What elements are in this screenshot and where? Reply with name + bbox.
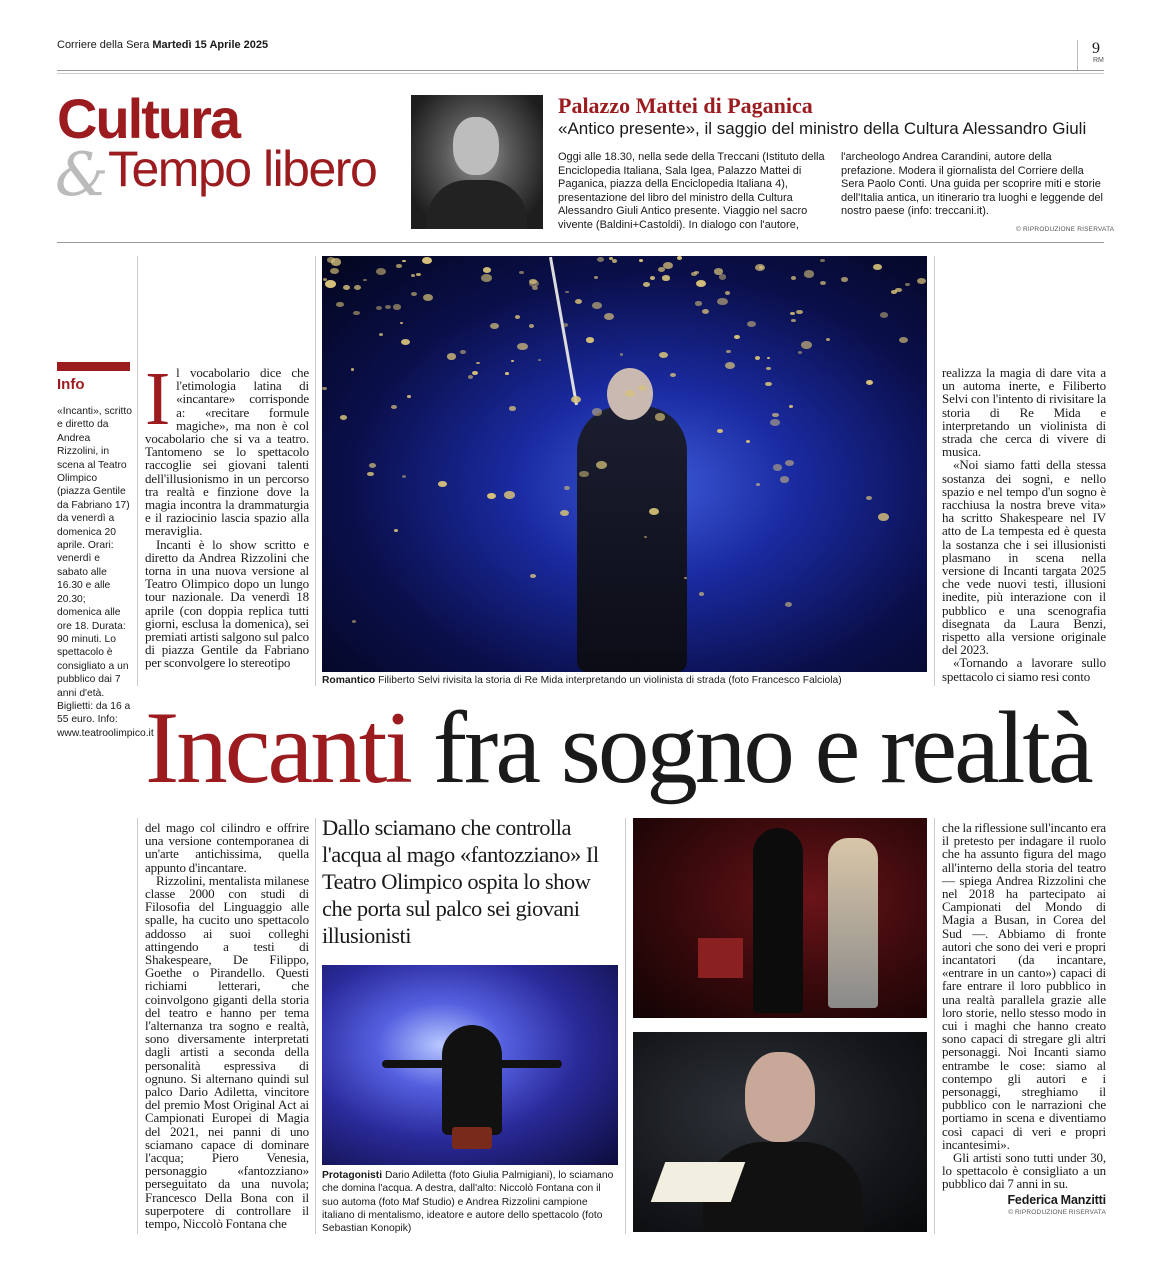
column-rule xyxy=(934,818,935,1234)
confetti xyxy=(620,353,623,355)
confetti xyxy=(411,274,415,277)
section-title-cultura: Cultura xyxy=(57,87,239,150)
confetti xyxy=(393,304,401,310)
divider xyxy=(57,73,1104,74)
confetti xyxy=(659,352,669,359)
confetti xyxy=(379,333,383,336)
confetti xyxy=(905,283,909,286)
confetti xyxy=(772,413,778,417)
confetti xyxy=(789,405,793,408)
confetti xyxy=(826,338,830,341)
confetti xyxy=(694,271,699,274)
confetti xyxy=(655,413,665,420)
confetti xyxy=(649,508,659,515)
confetti xyxy=(866,380,873,385)
confetti xyxy=(575,299,582,304)
confetti xyxy=(468,375,473,379)
paragraph: «Tornando a lavorare sullo spettacolo ci siamo resi conto xyxy=(942,655,1106,684)
column-rule xyxy=(934,256,935,686)
paragraph: realizza la magia di dare vita a un automa inerte, e Filiberto Selvi con l'intento di rivisitare la storia di Re Mida e interpretando un violinista di strada che cerca di vivere di musica. xyxy=(942,365,1106,460)
confetti xyxy=(509,406,515,410)
confetti xyxy=(396,264,401,268)
confetti xyxy=(801,341,812,349)
confetti xyxy=(560,510,569,516)
main-photo-violinist xyxy=(322,256,927,672)
confetti xyxy=(702,309,709,314)
confetti xyxy=(394,529,398,532)
caption-label: Protagonisti xyxy=(322,1170,383,1181)
confetti xyxy=(785,602,793,607)
section-ampersand: & xyxy=(55,140,109,210)
confetti xyxy=(755,356,760,359)
confetti xyxy=(780,476,789,483)
confetti xyxy=(612,259,617,262)
confetti xyxy=(330,268,339,274)
confetti xyxy=(643,282,650,287)
confetti xyxy=(376,268,387,275)
confetti xyxy=(505,372,509,375)
column-rule xyxy=(315,818,316,1234)
confetti xyxy=(340,415,347,420)
confetti xyxy=(662,275,669,280)
paragraph: l vocabolario dice che l'etimologia latina di «incantare» corrisponde a: «recitare formule magiche», ma non è col vocabolario che si va a teatro. Tantomeno se lo spettacolo raccoglie sei giovani talenti dell'illusionismo in un percorso tra realtà e finzione dove la magia incontra la drammaturgia e il raziocinio lascia spazio alla meraviglia. xyxy=(145,365,309,539)
confetti xyxy=(353,311,360,316)
brief-subtitle: «Antico presente», il saggio del ministro della Cultura Alessandro Giuli xyxy=(558,119,1087,138)
confetti xyxy=(402,475,406,478)
brief-text-col1: Oggi alle 18.30, nella sede della Treccani (Istituto della Enciclopedia Italiana, Sala Igea, Palazzo Mattei di Paganica, piazza della Enciclopedia Italiana 4), presentazione del libro del ministro della Cultura Alessandro Giuli Antico presente. Viaggio nel sacro vivente (Baldini+Castoldi). In dialogo con l'autore, xyxy=(558,151,825,231)
info-title: Info xyxy=(57,376,85,393)
confetti xyxy=(717,298,728,306)
article-column-right-bottom xyxy=(942,821,1106,1217)
divider xyxy=(57,70,1104,71)
confetti xyxy=(747,321,756,328)
confetti xyxy=(564,486,570,490)
confetti xyxy=(785,460,794,466)
confetti xyxy=(538,359,541,361)
divider xyxy=(57,242,1104,243)
confetti xyxy=(917,278,926,285)
confetti xyxy=(759,266,763,269)
divider xyxy=(1077,40,1078,70)
confetti xyxy=(725,291,730,294)
paragraph: Incanti è lo show scritto e diretto da Andrea Rizzolini che torna in una nuova versione al Teatro Olimpico dopo un lungo tour nazionale. Da venerdì 18 aprile (con doppia replica tutti giorni, esclusa la domenica), sei premiati artisti salgono sul palco di piazza Gentile da Fabriano per sconvolgere lo stereotipo xyxy=(145,536,309,671)
column-rule xyxy=(137,818,138,1234)
paragraph: «Noi siamo fatti della stessa sostanza dei sogni, e nello spazio e nel tempo d'un sogno è racchiusa la nostra breve vita» ha scritto Shakespeare nel IV atto de La tempesta ed è questa la sostanza che i sei illusionisti plasmano in scena nella versione di Incanti targata 2025 che vede nuovi testi, illusioni inedite, più interazione con il pubblico e una scenografia disegnata da Laura Benzi, rispetto alla versione originale del 2023. xyxy=(942,457,1106,658)
article-column-right-top xyxy=(942,366,1106,683)
confetti xyxy=(519,271,523,274)
confetti xyxy=(592,408,602,415)
newspaper-name: Corriere della Sera xyxy=(57,39,150,51)
confetti xyxy=(363,279,367,282)
copyright: © RIPRODUZIONE RISERVATA xyxy=(1008,1208,1106,1216)
confetti xyxy=(677,256,682,260)
confetti xyxy=(530,574,536,578)
caption-text: Dario Adiletta (foto Giulia Palmigiani), lo sciamano che domina l'acqua. A destra, dall'alto: Niccolò Fontana con il suo automa (foto Maf Studio) e Andrea Rizzolini campione italiano di mentalismo, ideatore e autore dello spettacolo (foto Sebastian Konopik) xyxy=(322,1170,614,1235)
confetti xyxy=(592,302,602,309)
drop-cap: I xyxy=(145,357,171,441)
confetti xyxy=(472,371,478,375)
confetti xyxy=(766,367,771,370)
headline-black: fra sogno e realtà xyxy=(432,691,1091,805)
brief-text-col2: l'archeologo Andrea Carandini, autore della prefazione. Modera il giornalista del Corriere della Sera Paolo Conti. Una guida per scoprire miti e storie dell'Italia antica, un itinerario tra luoghi e leggende del nostro paese (info: treccani.it). xyxy=(841,151,1103,217)
confetti xyxy=(565,291,569,294)
confetti xyxy=(354,285,361,290)
confetti xyxy=(696,280,707,288)
main-photo-caption xyxy=(322,674,927,687)
confetti xyxy=(596,461,607,469)
confetti xyxy=(790,312,795,315)
copyright: © RIPRODUZIONE RISERVATA xyxy=(1016,226,1115,233)
confetti xyxy=(725,362,735,369)
confetti xyxy=(487,493,496,499)
caption-text: Filiberto Selvi rivisita la storia di Re Mida interpretando un violinista di strada (foto Francesco Falciola) xyxy=(378,675,842,686)
confetti xyxy=(773,464,783,471)
confetti xyxy=(820,281,826,285)
author-byline: Federica Manzitti xyxy=(1007,1192,1106,1207)
confetti xyxy=(460,350,466,354)
photo-automaton xyxy=(633,818,927,1018)
confetti xyxy=(483,267,491,273)
confetti xyxy=(804,270,815,277)
confetti xyxy=(411,292,417,296)
article-column-1-top xyxy=(145,357,309,671)
confetti xyxy=(423,294,433,301)
confetti xyxy=(351,368,355,371)
confetti xyxy=(699,592,704,595)
paragraph: Gli artisti sono tutti under 30, lo spettacolo è consigliato a un pubblico dai 7 anni in su. xyxy=(942,1150,1106,1192)
paragraph: del mago col cilindro e offrire una versione contemporanea di un'arte antichissima, quella appunto d'incantare. xyxy=(145,820,309,875)
confetti xyxy=(866,496,872,500)
confetti xyxy=(504,491,515,498)
confetti xyxy=(717,429,723,433)
paragraph: che la riflessione sull'incanto era il pretesto per indagare il ruolo che ha assunto figura del mago all'interno della storia del teatro — spiega Andrea Rizzolini che nel 2018 ha partecipato ai Campionati del Mondo di Magia a Busan, in Corea del Sud —. Abbiamo di fronte autori che sono dei veri e propri incantatori (da incantare, «entrare in un canto») capaci di fare entrare il loro pubblico in una realtà parallela grazie alle loro storie, nello stesso modo in cui i maghi che hanno creato sono capaci di stregare gli altri personaggi. Noi Incanti siamo entrambe le cose: siamo al contempo gli autori e i personaggi, streghiamo il pubblico con le narrazioni che portiamo in scena e diventiamo così capaci di veri e propri incantesimi». xyxy=(942,820,1106,1152)
confetti xyxy=(791,276,796,280)
page-number: 9 xyxy=(1092,40,1100,57)
confetti xyxy=(447,353,456,359)
confetti xyxy=(791,319,796,323)
photo-rizzolini xyxy=(633,1032,927,1232)
confetti xyxy=(511,360,514,362)
photo-shaman xyxy=(322,965,618,1165)
confetti xyxy=(597,257,604,262)
confetti xyxy=(695,301,701,305)
confetti xyxy=(563,323,568,327)
column-rule xyxy=(625,818,626,1234)
confetti xyxy=(756,483,760,486)
confetti xyxy=(438,481,446,487)
confetti xyxy=(352,620,356,623)
confetti xyxy=(400,322,403,324)
confetti xyxy=(325,280,336,288)
confetti xyxy=(798,351,802,354)
confetti xyxy=(336,302,343,307)
confetti xyxy=(650,276,655,279)
bottom-photo-caption xyxy=(322,1169,618,1235)
confetti xyxy=(625,390,635,397)
confetti xyxy=(719,274,727,279)
brief-title: Palazzo Mattei di Paganica xyxy=(558,93,813,118)
article-headline xyxy=(145,691,1091,805)
confetti xyxy=(767,357,770,359)
confetti xyxy=(376,306,382,310)
confetti xyxy=(517,343,528,350)
confetti xyxy=(770,419,780,426)
confetti xyxy=(820,259,825,262)
paragraph: Rizzolini, mentalista milanese classe 2000 con studi di Filosofia del Linguaggio alle spalle, ha cucito uno spettacolo addosso ai suoi colleghi attingendo a testi di Shakespeare, De Filippo, Goethe o Pirandello. Questi richiami letterari, che coinvolgono giganti della storia del teatro e hanno per tema l'alternanza tra sogno e realtà, sono diversamente interpretati dagli artisti a seconda della personalità espressiva di ognuno. Si alternano quindi sul palco Dario Adiletta, vincitore del premio Most Original Act ai Campionati Europei di Magia del 2021, nei panni di uno sciamano capace di dominare l'acqua; Piero Venesia, personaggio «fantozziano» perseguitato da una nuvola; Francesco Della Bona con il superpotere di controllare il tempo, Niccolò Fontana che xyxy=(145,872,309,1232)
confetti xyxy=(343,285,350,290)
confetti xyxy=(416,273,421,277)
confetti xyxy=(385,305,391,309)
confetti xyxy=(726,350,730,353)
column-rule xyxy=(137,256,138,686)
confetti xyxy=(490,323,498,329)
confetti xyxy=(765,382,772,387)
confetti xyxy=(481,274,492,282)
issue-date: Martedì 15 Aprile 2025 xyxy=(152,39,269,51)
headline-red: Incanti xyxy=(145,691,410,805)
article-column-1-bottom xyxy=(145,821,309,1230)
confetti xyxy=(322,387,327,391)
confetti xyxy=(579,471,588,478)
confetti xyxy=(873,264,881,270)
confetti xyxy=(796,310,802,314)
masthead xyxy=(57,39,268,51)
confetti xyxy=(529,324,534,328)
confetti xyxy=(367,472,374,477)
confetti xyxy=(391,405,397,409)
section-title-tempo-libero: Tempo libero xyxy=(108,141,377,197)
info-bar xyxy=(57,362,130,371)
confetti xyxy=(880,312,888,318)
confetti xyxy=(663,262,673,269)
edition-code: RM xyxy=(1093,57,1104,64)
confetti xyxy=(407,395,411,398)
confetti xyxy=(594,276,598,279)
confetti xyxy=(422,257,432,264)
confetti xyxy=(878,513,889,521)
confetti xyxy=(891,290,896,294)
article-subheadline: Dallo sciamano che controlla l'acqua al mago «fantozziano» Il Teatro Olimpico ospita lo show che porta sul palco sei giovani illusionisti xyxy=(322,815,599,948)
confetti xyxy=(571,396,581,403)
confetti xyxy=(746,440,750,443)
confetti xyxy=(476,362,479,364)
confetti xyxy=(670,373,676,377)
portrait-photo xyxy=(411,95,543,229)
confetti xyxy=(369,463,376,468)
column-rule xyxy=(315,256,316,686)
info-text: «Incanti», scritto e diretto da Andrea Rizzolini, in scena al Teatro Olimpico (piazza Gentile da Fabriano 17) da venerdì a domenica 20 aprile. Orari: venerdì e sabato alle 16.30 e alle 20.30; domenica alle ore 18. Durata: 90 minuti. Lo spettacolo è consigliato a un pubblico dai 7 anni d'età. Biglietti: da 16 a 55 euro. Info: www.teatroolimpico.it xyxy=(57,406,154,739)
confetti xyxy=(515,315,521,319)
confetti xyxy=(639,259,644,262)
confetti xyxy=(604,313,614,320)
caption-label: Romantico xyxy=(322,675,376,686)
confetti xyxy=(899,337,908,343)
confetti xyxy=(586,337,594,342)
confetti xyxy=(402,260,406,263)
confetti xyxy=(734,335,740,339)
confetti xyxy=(841,277,848,282)
confetti xyxy=(401,339,410,345)
confetti xyxy=(331,258,342,266)
